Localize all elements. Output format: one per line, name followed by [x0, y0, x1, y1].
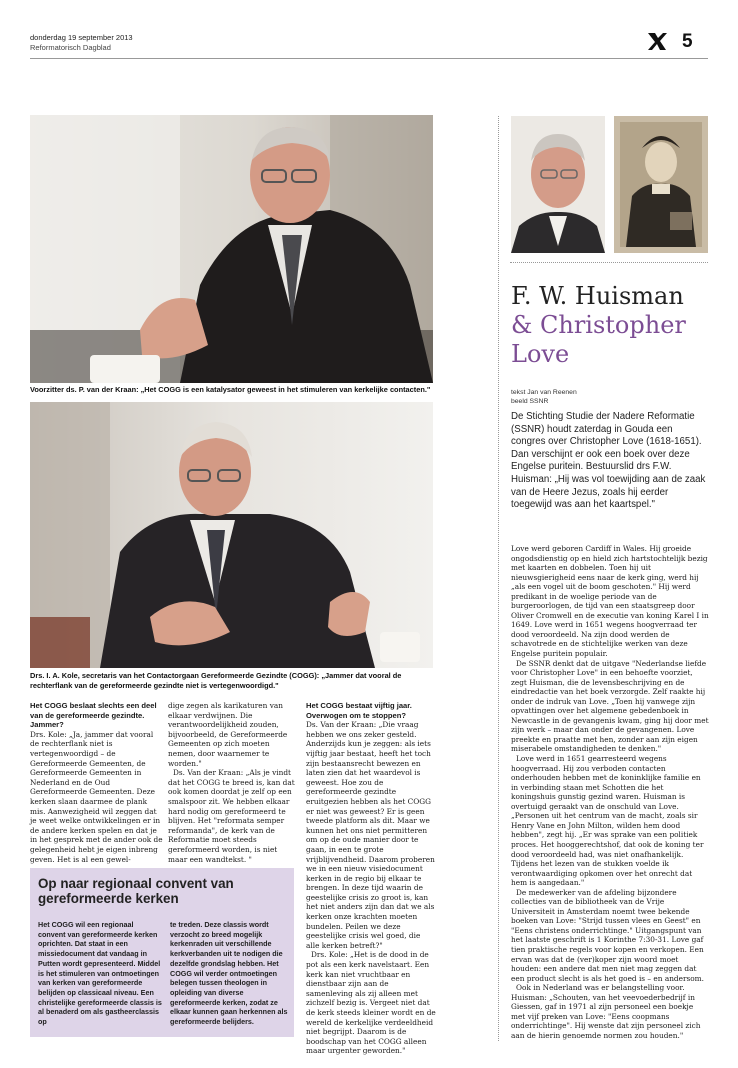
article-column-3: [306, 701, 436, 1056]
col3-paragraph-1: Ds. Van der Kraan: „Die vraag hebben we ons zeker gesteld. Anderzijds kun je zeggen: als iets vijftig jaar bestaat, heeft het toch zijn bestaansrecht bewezen en laten zien dat het waardevol is geweest. Hoe zou de gereformeerde gezindte eruitgezien hebben als het COGG er niet was geweest? Er is geen tweede platform als dit. Maar we kunnen het ons niet permitteren om op de oude manier door te gaan, in een te grote vrijblijvendheid. Daarom proberen we in een nieuw visiedocument kerken in de regio bij elkaar te brengen. In deze tijd waarin de geestelijke crisis zo groot is, kan het niet anders zijn dan dat we als kerken onze krachten moeten bundelen. Peilen we deze geestelijke crisis wel goed, die alle kerken betreft?": [306, 720, 435, 950]
rd-x-logo-icon: [646, 30, 668, 52]
caption-middle-line1: Drs. I. A. Kole, secretaris van het Contactorgaan Gereformeerde Gezindte (COGG): „Jammer dat vooral de: [30, 671, 402, 680]
issue-date: donderdag 19 september 2013: [30, 33, 133, 42]
masthead-rule: [30, 58, 708, 59]
sidebar-paragraph-1: Love werd geboren Cardiff in Wales. Hij groeide ongodsdienstig op en hield zich hartstochtelijk bezig met kaarten en dobbelen. Toen hij uit nieuwsgierigheid eens naar de kerk ging, werd hij „als een vogel uit de boom geschoten." Hij werd predikant in de woelige periode van de burgeroorlogen, de tijd van een staatsgreep door Oliver Cromwell en de executie van koning Karel I in 1649. Love werd in 1651 wegens hoogverraad ter dood veroordeeld. Na zijn dood werden de schavotrede en de stichtelijke werken van deze Engelse puritein populair.: [511, 544, 709, 659]
headline-line-2: & Christopher: [511, 311, 686, 339]
sidebar-headline: [511, 282, 711, 369]
box-column-2: te treden. Deze classis wordt verzocht zo breed mogelijk kerkenraden uit verschillende kerkverbanden uit te nodigen die dezelfde grondslag hebben. Het COGG wil verder ontmoetingen belegen tussen theologen in opleiding van diverse gereformeerde kerken, zodat ze elkaar kunnen gaan herkennen als gereformeerde belijders.: [170, 920, 288, 1027]
sidebar-paragraph-4: De medewerker van de afdeling bijzondere collecties van de bibliotheek van de Vrije Universiteit in Amsterdam noemt twee bekende boeken van Love: "Strijd tussen vlees en Geest" en "Eens christens onderrichtinge." Uitgangspunt van het laatste geschrift is 1 Korinthe 7:30-31. Love gaf tien praktische regels voor kopen en verkopen. Een ervan was dat de (ver)koper zijn woord moet houden: een andere dat men niet mag zeggen dat een product slecht is als het goed is – en andersom.: [511, 887, 704, 983]
caption-top-photo: Voorzitter ds. P. van der Kraan: „Het COGG is een katalysator geweest in het stimuleren van kerkelijke contacten.": [30, 385, 431, 394]
caption-middle-photo: [30, 671, 490, 691]
info-box: [30, 868, 294, 1037]
page-number: 5: [682, 31, 693, 52]
answer-1: Drs. Kole: „Ja, jammer dat vooral de rechterflank niet is vertegenwoordigd – de Gereformeerde Gemeenten, de Gereformeerde Gemeenten in Nederland en de Oud Gereformeerde Gemeenten. Deze kerken slaan daarmee de plank mis. Aanwezigheid wil zeggen dat je weet welke ontwikkelingen er in de andere kerken spelen en dat je in het gesprek met de ander ook de gelegenheid hebt je eigen inbreng geven. Het is al een gewel-: [30, 729, 163, 864]
sidebar-lead: De Stichting Studie der Nadere Reformatie (SSNR) houdt zaterdag in Gouda een congres over Christopher Love (1618-1651). Dan verschijnt er ook een boek over deze Engelse puritein. Bestuurslid drs F.W. Huisman: „Hij was vol toewijding aan de zaak van de Heere Jezus, zoals hij eerder toegewijd was aan het kaartspel.": [511, 411, 706, 511]
column-divider: [498, 116, 499, 1041]
box-column-1: Het COGG wil een regionaal convent van gereformeerde kerken oprichten. Dat staat in een missiedocument dat vandaag in Putten wordt gepresenteerd. Middel is het stimuleren van ontmoetingen van kerken van gereformeerde belijden op classicaal niveau. Een christelijke gereformeerde classis is al benaderd om als gastheerclassis op: [38, 920, 162, 1027]
col2-paragraph-1: dige zegen als karikaturen van elkaar verdwijnen. Die verantwoordelijkheid zouden, bijvoorbeeld, de Gereformeerde Gemeenten op zich moeten nemen, door waarnemer te worden.": [168, 701, 288, 768]
question-2: Het COGG bestaat vijftig jaar. Overwogen om te stoppen?: [306, 701, 412, 720]
newspaper-name: Reformatorisch Dagblad: [30, 43, 111, 52]
photo-huisman: [511, 116, 605, 253]
photo-van-der-kraan: [30, 115, 433, 383]
photo-kole: [30, 402, 433, 668]
sidebar-dotted-rule: [510, 262, 708, 263]
box-title: Op naar regionaal convent van gereformeerde kerken: [38, 876, 234, 906]
byline: [511, 389, 577, 406]
article-column-2: [168, 701, 298, 864]
sidebar-paragraph-2: De SSNR denkt dat de uitgave "Nederlandse liefde voor Christopher Love" in een behoefte voorziet, zegt Huisman, die de levensbeschrijving en de eindredactie van het boek verzorgde. Zelf raakte hij onder de indruk van Love. „Toen hij vanwege zijn opvattingen over het algemene gebedenboek in Newcastle in de gevangenis kwam, ging hij door met zijn werk – maar dan onder de gevangenen. Love preekte en praatte met hen, zonder aan zijn eigen miserabele omstandigheden te denken.": [511, 658, 709, 754]
credit-image: beeld SSNR: [511, 397, 549, 405]
col2-paragraph-2: Ds. Van der Kraan: „Als je vindt dat het COGG te breed is, kan dat ook komen doordat je zelf op een smalspoor zit. We hebben elkaar hard nodig om gereformeerd te blijven. Het "reformata semper reformanda", de kerk van de Reformatie moet steeds gereformeerd worden, is niet maar een wandtekst. ": [168, 768, 295, 864]
engraving-christopher-love: [614, 116, 708, 253]
headline-line-1: F. W. Huisman: [511, 282, 684, 310]
article-column-1: [30, 701, 163, 864]
credit-text: tekst Jan van Reenen: [511, 389, 577, 396]
sidebar-paragraph-3: Love werd in 1651 gearresteerd wegens hoogverraad. Hij zou verboden contacten onderhouden hebben met de koninklijke familie en in verbinding staan met Schotten die het koningshuis gunstig gezind waren. Huisman is overtuigd geraakt van de onschuld van Love. „Personen uit het centrum van de macht, zoals sir Henry Vane en John Milton, wilden hem dood hebben", zegt hij. „Er was sprake van een politiek proces. Het hooggerechtshof, dat ook de koning ter dood veroordeeld had, was niet onafhankelijk. Tijdens het lezen van de stukken voelde ik verontwaardiging opkomen over het onrecht dat hem is aangedaan.": [511, 754, 704, 888]
headline-line-3: Love: [511, 340, 570, 368]
sidebar-body: [511, 544, 709, 1040]
caption-middle-line2: rechterflank van de gereformeerde gezindte niet is vertegenwoordigd.": [30, 681, 279, 690]
question-1: Het COGG beslaat slechts een deel van de gereformeerde gezindte. Jammer?: [30, 701, 157, 730]
sidebar-paragraph-5: Ook in Nederland was er belangstelling voor. Huisman: „Schouten, van het veevoederbedrijf in Giessen, gaf in 1971 al zijn personeel een boekje met vijf preken van Love: "Eens coopmans onderrichtinge". Hij wenste dat zijn personeel zich aan de hierin genoemde normen zou houden.": [511, 983, 701, 1040]
col3-paragraph-2: Drs. Kole: „Het is de dood in de pot als een kerk navelstaart. Een kerk kan niet vruchtbaar en dienstbaar zijn aan de samenleving als zij alleen met zichzelf bezig is. Vergeet niet dat de kerk steeds kleiner wordt en de wereld de kerkelijke verdeeldheid niet begrijpt. Daarom is de boodschap van het COGG alleen maar urgenter geworden.": [306, 950, 436, 1056]
